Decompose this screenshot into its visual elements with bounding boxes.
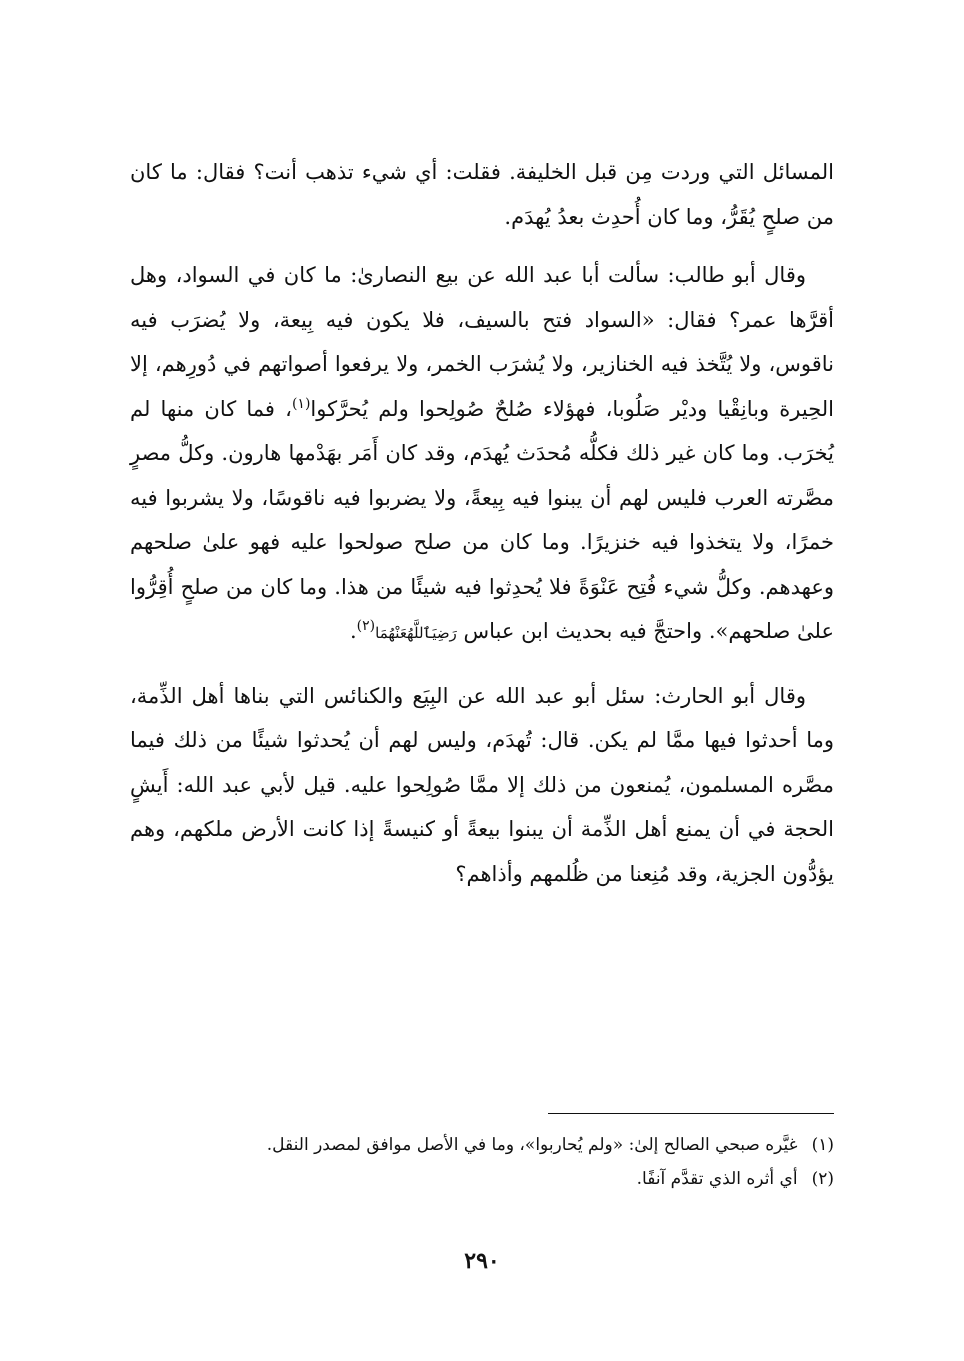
paragraph-2-part-b: ، فما كان منها لم يُخرَب. وما كان غير ذلك فكلُّه مُحدَث يُهدَم، وقد كان أَمَر بهَدْمها هارون. وكلُّ مصرٍ مصَّرته العرب فليس لهم أن يبنوا فيه بِيعةً، ولا يضربوا فيه ناقوسًا، ولا يشربوا فيه خمرًا، ولا يتخذوا فيه خنزيرًا. وما كان من صلح صولحوا عليه فهو علىٰ صلحهم وعهدهم. وكلُّ شيء فُتِح عَنْوَةً فلا يُحدِثوا فيه شيئًا من هذا. وما كان من صلحٍ أُقِرُّوا علىٰ صلحهم». واحتجَّ فيه بحديث ابن عباس <box>130 396 834 643</box>
paragraph-3: وقال أبو الحارث: سئل أبو عبد الله عن البِيَع والكنائس التي بناها أهل الذِّمة، وما أحدثوا فيها ممَّا لم يكن. قال: تُهدَم، وليس لهم أن يُحدثوا شيئًا من ذلك فيما مصَّره المسلمون، يُمنعون من ذلك إلا ممَّا صُولِحوا عليه. قيل لأبي عبد الله: أَيشٍ الحجة في أن يمنع أهل الذِّمة أن يبنوا بيعةً أو كنيسةً إذا كانت الأرض ملكهم، وهم يؤدُّون الجزية، وقد مُنِعنا من ظُلمهم وأذاهم؟ <box>130 683 834 886</box>
footnote-ref-2[interactable]: (٢) <box>356 618 376 634</box>
footnote-1-number: (١) <box>811 1135 834 1155</box>
footnote-2-text: أي أثره الذي تقدَّم آنفًا. <box>636 1169 798 1189</box>
page-number: ٢٩٠ <box>464 1248 500 1274</box>
paragraph-2 <box>130 253 834 656</box>
paragraph-2-part-c: . <box>349 619 357 643</box>
paragraph-1: المسائل التي وردت مِن قبل الخليفة. فقلت: أي شيء تذهب أنت؟ فقال: ما كان من صلحٍ يُقَرُّ، وما كان أُحدِث بعدُ يُهدَم. <box>130 160 834 229</box>
paragraph-2-part-a: وقال أبو طالب: سألت أبا عبد الله عن بيع النصارىٰ: ما كان في السواد، وهل أقرَّها عمر؟ فقال: «السواد فتح بالسيف، فلا يكون فيه بِيعة، ولا يُضرَب فيه ناقوس، ولا يُتَّخذ فيه الخنازير، ولا يُشرَب الخمر، ولا يرفعوا أصواتهم في دُورِهم، إلا الحِيرة وبانِقْيا وديْر صَلُوبا، فهؤلاء صُلحٌ صُولِحوا ولم يُحرَّكوا <box>130 263 834 421</box>
honorific-phrase: رَضِيَٱللَّهُعَنْهُمَا <box>375 624 457 642</box>
footnote-ref-1[interactable]: (١) <box>291 395 311 412</box>
main-text <box>130 150 834 914</box>
footnote-2 <box>130 1162 834 1196</box>
footnote-1 <box>130 1128 834 1162</box>
footnote-2-number: (٢) <box>811 1169 834 1189</box>
footnotes <box>130 1128 834 1196</box>
footnote-1-text: غيَّره صبحي الصالح إلىٰ: «ولم يُحاربوا»، وما في الأصل موافق لمصدر النقل. <box>266 1135 798 1155</box>
footnote-separator <box>548 1113 834 1114</box>
